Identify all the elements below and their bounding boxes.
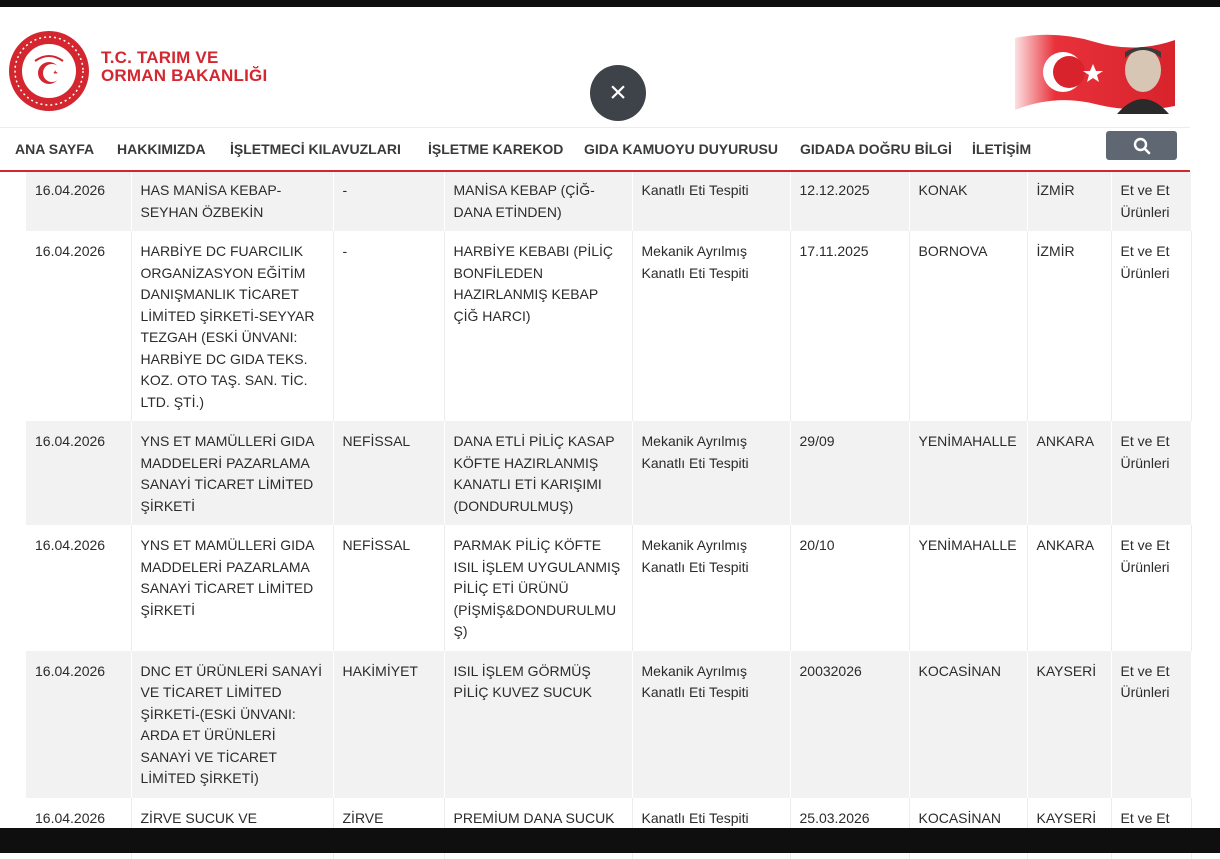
cell-product-group: Et ve Et Ürünleri — [1111, 231, 1191, 421]
cell-province: ANKARA — [1027, 525, 1111, 651]
cell-company-name: YNS ET MAMÜLLERİ GIDA MADDELERİ PAZARLAMA SANAYİ TİCARET LİMİTED ŞİRKETİ — [131, 421, 333, 525]
ministry-name[interactable] — [101, 49, 267, 85]
close-button[interactable]: × — [590, 65, 646, 121]
cell-nonconformity: Mekanik Ayrılmış Kanatlı Eti Tespiti — [632, 421, 790, 525]
cell-nonconformity: Mekanik Ayrılmış Kanatlı Eti Tespiti — [632, 525, 790, 651]
cell-province: İZMİR — [1027, 231, 1111, 421]
cell-batch-number: 20032026 — [790, 651, 909, 798]
cell-announcement-date: 16.04.2026 — [26, 231, 131, 421]
cell-province: İZMİR — [1027, 172, 1111, 231]
cell-product-group: Et ve Et — [1111, 798, 1191, 859]
cell-company-name: YNS ET MAMÜLLERİ GIDA MADDELERİ PAZARLAMA SANAYİ TİCARET LİMİTED ŞİRKETİ — [131, 525, 333, 651]
cell-batch-number: 17.11.2025 — [790, 231, 909, 421]
cell-announcement-date: 16.04.2026 — [26, 421, 131, 525]
flag-portrait-banner — [1015, 32, 1175, 114]
cell-nonconformity: Kanatlı Eti Tespiti — [632, 798, 790, 859]
search-icon — [1133, 137, 1151, 155]
nav-food-public-announcement[interactable]: GIDA KAMUOYU DUYURUSU — [584, 141, 778, 157]
cell-brand: HAKİMİYET — [333, 651, 444, 798]
cell-province: KAYSERİ — [1027, 651, 1111, 798]
cell-district: KOCASİNAN — [909, 798, 1027, 859]
cell-brand: NEFİSSAL — [333, 525, 444, 651]
ministry-logo-icon[interactable] — [7, 29, 91, 113]
cell-company-name: HARBİYE DC FUARCILIK ORGANİZASYON EĞİTİM DANIŞMANLIK TİCARET LİMİTED ŞİRKETİ-SEYYAR TEZGAH (ESKİ ÜNVANI: HARBİYE DC GIDA TEKS. KOZ. OTO TAŞ. SAN. TİC. LTD. ŞTİ.) — [131, 231, 333, 421]
cell-brand: - — [333, 231, 444, 421]
ministry-name-line1: T.C. TARIM VE — [101, 48, 219, 67]
cell-company-name: DNC ET ÜRÜNLERİ SANAYİ VE TİCARET LİMİTED ŞİRKETİ-(ESKİ ÜNVANI: ARDA ET ÜRÜNLERİ SANAYİ VE TİCARET LİMİTED ŞİRKETİ) — [131, 651, 333, 798]
nav-about[interactable]: HAKKIMIZDA — [117, 141, 206, 157]
cell-batch-number: 29/09 — [790, 421, 909, 525]
table-row — [26, 651, 1191, 798]
cell-product-group: Et ve Et Ürünleri — [1111, 651, 1191, 798]
cell-product-name: PREMİUM DANA SUCUK — [444, 798, 632, 859]
nav-correct-food-info[interactable]: GIDADA DOĞRU BİLGİ — [800, 141, 952, 157]
cell-announcement-date: 16.04.2026 — [26, 525, 131, 651]
cell-district: YENİMAHALLE — [909, 525, 1027, 651]
cell-nonconformity: Mekanik Ayrılmış Kanatlı Eti Tespiti — [632, 651, 790, 798]
ministry-name-line2: ORMAN BAKANLIĞI — [101, 66, 268, 85]
table-row — [26, 231, 1191, 421]
nav-home[interactable]: ANA SAYFA — [15, 141, 95, 157]
cell-announcement-date: 16.04.2026 — [26, 651, 131, 798]
cell-district: BORNOVA — [909, 231, 1027, 421]
cell-nonconformity: Mekanik Ayrılmış Kanatlı Eti Tespiti — [632, 231, 790, 421]
nav-business-qrcode[interactable]: İŞLETME KAREKOD — [428, 141, 564, 157]
table-row — [26, 421, 1191, 525]
cell-product-group: Et ve Et Ürünleri — [1111, 172, 1191, 231]
cell-product-group: Et ve Et Ürünleri — [1111, 525, 1191, 651]
cell-batch-number: 20/10 — [790, 525, 909, 651]
cell-company-name: HAS MANİSA KEBAP-SEYHAN ÖZBEKİN — [131, 172, 333, 231]
cell-product-name: MANİSA KEBAP (ÇİĞ-DANA ETİNDEN) — [444, 172, 632, 231]
cell-district: KONAK — [909, 172, 1027, 231]
top-bar — [0, 0, 1220, 7]
search-button[interactable] — [1106, 131, 1177, 160]
announcement-table — [26, 172, 1192, 859]
cell-brand: - — [333, 172, 444, 231]
cell-product-name: HARBİYE KEBABI (PİLİÇ BONFİLEDEN HAZIRLANMIŞ KEBAP ÇİĞ HARCI) — [444, 231, 632, 421]
cell-brand: ZİRVE — [333, 798, 444, 859]
cell-company-name: ZİRVE SUCUK VE — [131, 798, 333, 859]
cell-product-group: Et ve Et Ürünleri — [1111, 421, 1191, 525]
table-row — [26, 172, 1191, 231]
bottom-bar — [0, 828, 1220, 853]
cell-province: ANKARA — [1027, 421, 1111, 525]
cell-brand: NEFİSSAL — [333, 421, 444, 525]
announcement-table-container[interactable] — [26, 172, 1191, 828]
cell-product-name: ISIL İŞLEM GÖRMÜŞ PİLİÇ KUVEZ SUCUK — [444, 651, 632, 798]
cell-nonconformity: Kanatlı Eti Tespiti — [632, 172, 790, 231]
site-header — [0, 7, 1220, 125]
cell-province: KAYSERİ — [1027, 798, 1111, 859]
table-row — [26, 525, 1191, 651]
cell-product-name: PARMAK PİLİÇ KÖFTE ISIL İŞLEM UYGULANMIŞ PİLİÇ ETİ ÜRÜNÜ (PİŞMİŞ&DONDURULMUŞ) — [444, 525, 632, 651]
cell-product-name: DANA ETLİ PİLİÇ KASAP KÖFTE HAZIRLANMIŞ KANATLI ETİ KARIŞIMI (DONDURULMUŞ) — [444, 421, 632, 525]
cell-announcement-date: 16.04.2026 — [26, 172, 131, 231]
cell-batch-number: 12.12.2025 — [790, 172, 909, 231]
cell-announcement-date: 16.04.2026 — [26, 798, 131, 859]
main-navigation — [0, 127, 1190, 172]
nav-contact[interactable]: İLETİŞİM — [972, 141, 1032, 157]
cell-district: KOCASİNAN — [909, 651, 1027, 798]
cell-batch-number: 25.03.2026 — [790, 798, 909, 859]
cell-district: YENİMAHALLE — [909, 421, 1027, 525]
nav-operator-guides[interactable]: İŞLETMECİ KILAVUZLARI — [230, 141, 401, 157]
